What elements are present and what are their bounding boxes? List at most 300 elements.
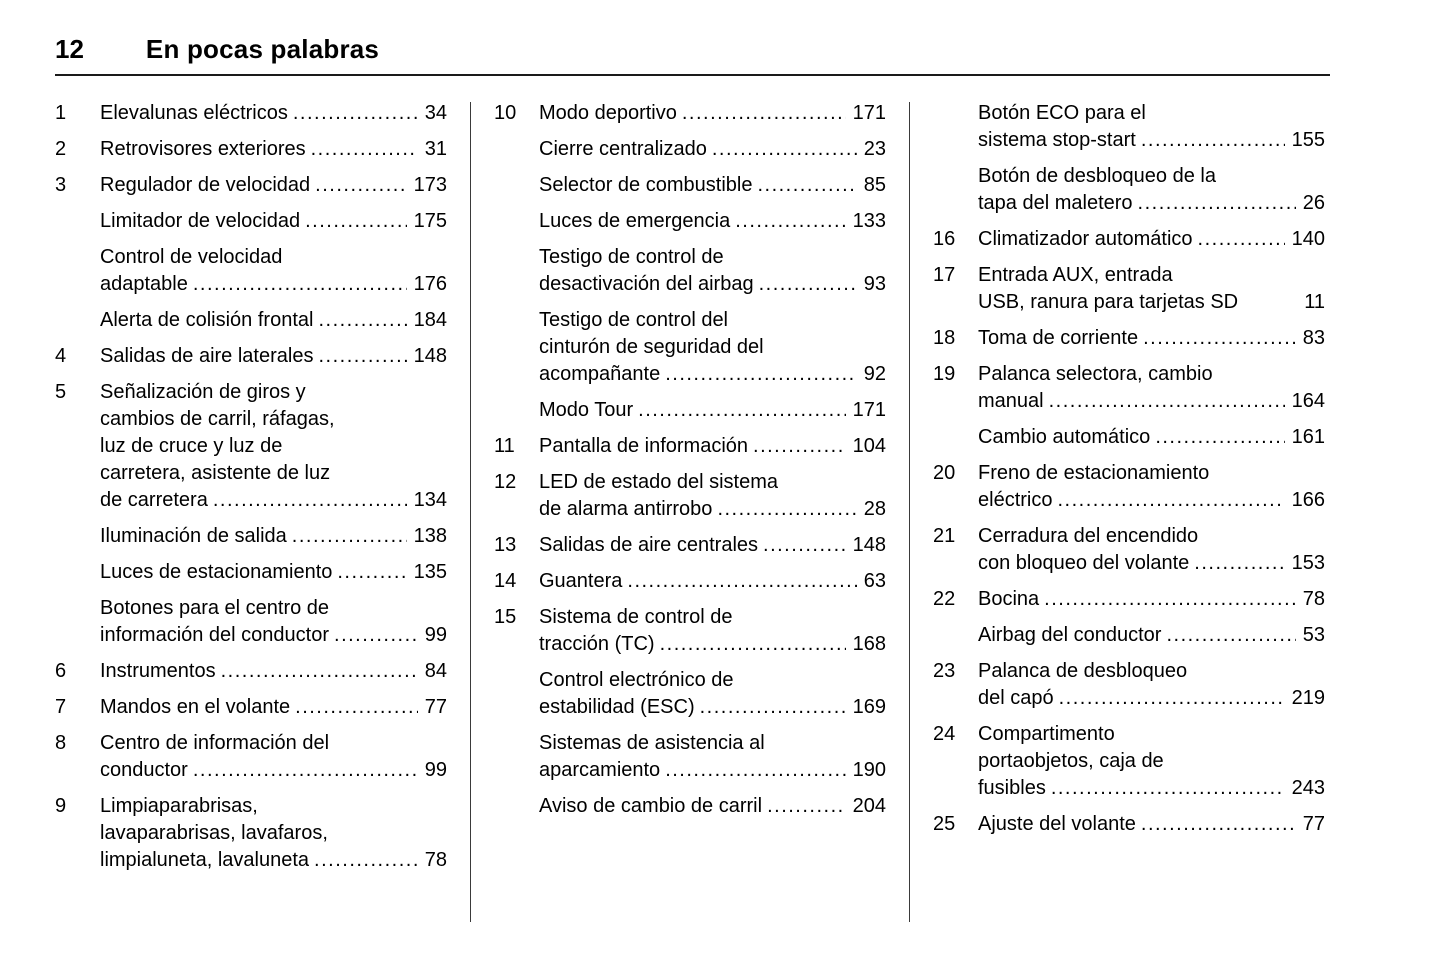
entry-body	[978, 100, 1325, 154]
entry-number: 11	[494, 435, 515, 457]
dot-leader	[318, 307, 406, 334]
entry-last-line	[539, 136, 886, 163]
entry-text: USB, ranura para tarjetas SD	[978, 291, 1239, 313]
entry-last-line	[100, 487, 447, 514]
entry-text: Toma de corriente	[978, 327, 1139, 349]
entry-last-line	[100, 694, 447, 721]
entry-body	[978, 460, 1325, 514]
entry-body	[539, 568, 886, 595]
entry-last-line	[539, 172, 886, 199]
entry-number: 13	[494, 534, 517, 556]
dot-leader	[305, 208, 407, 235]
toc-entry	[55, 172, 447, 199]
entry-body	[100, 100, 447, 127]
entry-number: 2	[55, 138, 67, 160]
dot-leader	[767, 793, 846, 820]
entry-text: de alarma antirrobo	[539, 498, 713, 520]
entry-text: Bocina	[978, 588, 1040, 610]
entry-text-line: Testigo de control de	[539, 246, 724, 268]
entry-text: Salidas de aire laterales	[100, 345, 314, 367]
entry-page-number: 219	[1291, 687, 1325, 709]
entry-last-line	[100, 172, 447, 199]
dot-leader	[753, 433, 846, 460]
entry-last-line	[100, 523, 447, 550]
entry-body	[100, 595, 447, 649]
entry-last-line	[978, 424, 1325, 451]
toc-entry	[494, 307, 886, 388]
toc-entry	[55, 100, 447, 127]
entry-page-number: 99	[424, 624, 447, 646]
entry-page-number: 171	[852, 102, 886, 124]
entry-last-line	[100, 307, 447, 334]
toc-column	[933, 100, 1325, 932]
entry-body	[100, 658, 447, 685]
toc-entry	[933, 523, 1325, 577]
dot-leader	[1044, 586, 1296, 613]
entry-number: 1	[55, 102, 67, 124]
entry-number	[494, 208, 539, 235]
entry-body	[539, 208, 886, 235]
entry-page-number: 169	[852, 696, 886, 718]
toc-entry	[494, 604, 886, 658]
toc-entry	[494, 433, 886, 460]
entry-page-number: 77	[1302, 813, 1325, 835]
toc-entry	[494, 667, 886, 721]
dot-leader	[660, 631, 846, 658]
entry-text: Salidas de aire centrales	[539, 534, 759, 556]
toc-entry	[933, 424, 1325, 451]
entry-body	[539, 730, 886, 784]
entry-page-number: 11	[1304, 291, 1325, 313]
entry-body	[100, 793, 447, 874]
entry-page-number: 184	[413, 309, 447, 331]
entry-body	[100, 208, 447, 235]
entry-text-line: Testigo de control del	[539, 309, 729, 331]
entry-last-line	[539, 271, 886, 298]
entry-last-line	[100, 622, 447, 649]
entry-number: 5	[55, 381, 67, 403]
entry-text: limpialuneta, lavaluneta	[100, 849, 310, 871]
toc-entry	[55, 208, 447, 235]
entry-text-line: Control electrónico de	[539, 669, 734, 691]
entry-number: 23	[933, 660, 956, 682]
entry-last-line	[978, 550, 1325, 577]
entry-text-line: Centro de información del	[100, 732, 330, 754]
toc-entry	[55, 343, 447, 370]
dot-leader	[1141, 811, 1296, 838]
entry-body	[100, 523, 447, 550]
entry-number	[55, 595, 100, 649]
entry-page-number: 161	[1291, 426, 1325, 448]
entry-page-number: 168	[852, 633, 886, 655]
entry-page-number: 77	[424, 696, 447, 718]
entry-last-line	[539, 397, 886, 424]
entry-page-number: 153	[1291, 552, 1325, 574]
dot-leader	[1057, 487, 1284, 514]
dot-leader	[735, 208, 845, 235]
entry-text: del capó	[978, 687, 1054, 709]
dot-leader	[334, 622, 418, 649]
toc-entry	[55, 379, 447, 514]
toc-entry	[55, 793, 447, 874]
entry-text-line: Limpiaparabrisas,	[100, 795, 258, 817]
entry-number	[494, 397, 539, 424]
entry-text-line: Freno de estacionamiento	[978, 462, 1210, 484]
entry-page-number: 155	[1291, 129, 1325, 151]
entry-page-number: 83	[1302, 327, 1325, 349]
entry-page-number: 85	[863, 174, 886, 196]
column-divider	[470, 102, 471, 922]
entry-last-line	[539, 757, 886, 784]
entry-body	[539, 793, 886, 820]
entry-number: 17	[933, 264, 956, 286]
entry-text: Airbag del conductor	[978, 624, 1162, 646]
entry-page-number: 31	[424, 138, 447, 160]
entry-text-line: carretera, asistente de luz	[100, 462, 331, 484]
entry-text: Regulador de velocidad	[100, 174, 311, 196]
dot-leader	[717, 496, 856, 523]
dot-leader	[293, 100, 418, 127]
toc-entry	[55, 658, 447, 685]
dot-leader	[1059, 685, 1285, 712]
entry-number: 21	[933, 525, 956, 547]
dot-leader	[757, 172, 856, 199]
entry-text: Cambio automático	[978, 426, 1151, 448]
dot-leader	[1138, 190, 1296, 217]
entry-text-line: Botón ECO para el	[978, 102, 1146, 124]
entry-body	[539, 244, 886, 298]
entry-text: Climatizador automático	[978, 228, 1193, 250]
entry-number: 22	[933, 588, 956, 610]
entry-last-line	[100, 100, 447, 127]
entry-text: Iluminación de salida	[100, 525, 287, 547]
entry-page-number: 92	[863, 363, 886, 385]
entry-text: eléctrico	[978, 489, 1053, 511]
toc-entry	[933, 721, 1325, 802]
entry-text: con bloqueo del volante	[978, 552, 1190, 574]
entry-last-line	[978, 775, 1325, 802]
entry-text-line: luz de cruce y luz de	[100, 435, 283, 457]
entry-body	[539, 532, 886, 559]
entry-text: fusibles	[978, 777, 1046, 799]
entry-body	[100, 343, 447, 370]
toc-entry	[55, 307, 447, 334]
entry-body	[978, 226, 1325, 253]
entry-number: 6	[55, 660, 67, 682]
entry-text: conductor	[100, 759, 188, 781]
entry-number	[494, 244, 539, 298]
entry-text: Modo deportivo	[539, 102, 677, 124]
entry-text: Mandos en el volante	[100, 696, 291, 718]
entry-last-line	[100, 559, 447, 586]
toc-entry	[494, 100, 886, 127]
dot-leader	[1166, 622, 1295, 649]
entry-page-number: 204	[852, 795, 886, 817]
entry-text-line: Sistemas de asistencia al	[539, 732, 765, 754]
toc-entry	[933, 811, 1325, 838]
dot-leader	[311, 136, 418, 163]
entry-text: adaptable	[100, 273, 188, 295]
entry-body	[978, 586, 1325, 613]
toc-entry	[933, 361, 1325, 415]
entry-last-line	[100, 208, 447, 235]
entry-last-line	[978, 811, 1325, 838]
entry-number	[494, 793, 539, 820]
entry-text-line: Palanca de desbloqueo	[978, 660, 1188, 682]
entry-body	[100, 730, 447, 784]
entry-page-number: 53	[1302, 624, 1325, 646]
entry-page-number: 164	[1291, 390, 1325, 412]
entry-text: Guantera	[539, 570, 623, 592]
entry-last-line	[539, 568, 886, 595]
entry-last-line	[539, 793, 886, 820]
toc-column	[494, 100, 886, 932]
dot-leader	[665, 361, 857, 388]
toc-entry	[55, 136, 447, 163]
entry-last-line	[978, 586, 1325, 613]
dot-leader	[315, 172, 406, 199]
entry-text: Aviso de cambio de carril	[539, 795, 763, 817]
toc-entry	[494, 136, 886, 163]
entry-text: aparcamiento	[539, 759, 661, 781]
entry-page-number: 23	[863, 138, 886, 160]
entry-text: Retrovisores exteriores	[100, 138, 306, 160]
entry-page-number: 243	[1291, 777, 1325, 799]
dot-leader	[1049, 388, 1285, 415]
toc-entry	[494, 730, 886, 784]
entry-last-line	[100, 658, 447, 685]
entry-body	[978, 523, 1325, 577]
toc-entry	[55, 559, 447, 586]
entry-text: información del conductor	[100, 624, 330, 646]
entry-page-number: 78	[424, 849, 447, 871]
toc-entry	[933, 325, 1325, 352]
entry-last-line	[100, 757, 447, 784]
toc-entry	[494, 397, 886, 424]
entry-last-line	[978, 226, 1325, 253]
entry-page-number: 148	[852, 534, 886, 556]
toc-entry	[494, 469, 886, 523]
entry-number: 16	[933, 228, 956, 250]
dot-leader	[627, 568, 856, 595]
toc-entry	[55, 244, 447, 298]
page-title: En pocas palabras	[145, 34, 380, 64]
entry-text: Luces de estacionamiento	[100, 561, 333, 583]
entry-text: Alerta de colisión frontal	[100, 309, 314, 331]
entry-body	[100, 694, 447, 721]
entry-last-line	[978, 127, 1325, 154]
entry-text: estabilidad (ESC)	[539, 696, 695, 718]
entry-number	[55, 523, 100, 550]
entry-number	[494, 307, 539, 388]
column-divider	[909, 102, 910, 922]
entry-last-line	[539, 361, 886, 388]
entry-last-line	[100, 343, 447, 370]
entry-body	[100, 307, 447, 334]
entry-text: Ajuste del volante	[978, 813, 1136, 835]
entry-text-line: LED de estado del sistema	[539, 471, 779, 493]
entry-text-line: Botones para el centro de	[100, 597, 330, 619]
toc-entry	[933, 586, 1325, 613]
entry-number: 19	[933, 363, 956, 385]
entry-number: 8	[55, 732, 67, 754]
entry-number	[933, 424, 978, 451]
entry-number: 15	[494, 606, 517, 628]
entry-page-number: 173	[413, 174, 447, 196]
entry-text: tracción (TC)	[539, 633, 655, 655]
entry-last-line	[978, 622, 1325, 649]
entry-number	[55, 208, 100, 235]
dot-leader	[700, 694, 846, 721]
dot-leader	[295, 694, 418, 721]
entry-last-line	[539, 433, 886, 460]
entry-text-line: Entrada AUX, entrada	[978, 264, 1173, 286]
entry-last-line	[539, 631, 886, 658]
entry-last-line	[539, 208, 886, 235]
entry-text: Limitador de velocidad	[100, 210, 301, 232]
toc-entry	[933, 622, 1325, 649]
entry-number: 4	[55, 345, 67, 367]
dot-leader	[1155, 424, 1284, 451]
entry-text: Cierre centralizado	[539, 138, 707, 160]
entry-number	[933, 100, 978, 154]
entry-body	[978, 262, 1325, 316]
entry-body	[539, 397, 886, 424]
dot-leader	[682, 100, 846, 127]
toc-entry	[933, 163, 1325, 217]
entry-page-number: 104	[852, 435, 886, 457]
entry-page-number: 175	[413, 210, 447, 232]
entry-text: acompañante	[539, 363, 661, 385]
entry-number	[933, 163, 978, 217]
entry-number: 12	[494, 471, 517, 493]
entry-last-line	[539, 532, 886, 559]
entry-text-line: cambios de carril, ráfagas,	[100, 408, 335, 430]
entry-text-line: Cerradura del encendido	[978, 525, 1199, 547]
entry-number	[494, 730, 539, 784]
dot-leader	[665, 757, 845, 784]
dot-leader	[193, 757, 418, 784]
entry-body	[539, 433, 886, 460]
entry-body	[539, 469, 886, 523]
entry-page-number: 135	[413, 561, 447, 583]
entry-body	[539, 100, 886, 127]
entry-body	[100, 379, 447, 514]
toc-entry	[494, 172, 886, 199]
dot-leader	[763, 532, 846, 559]
toc-entry	[494, 208, 886, 235]
entry-body	[978, 658, 1325, 712]
entry-body	[978, 361, 1325, 415]
entry-page-number: 140	[1291, 228, 1325, 250]
entry-text: Pantalla de información	[539, 435, 749, 457]
entry-number: 25	[933, 813, 956, 835]
entry-last-line	[978, 190, 1325, 217]
dot-leader	[712, 136, 857, 163]
entry-page-number: 63	[863, 570, 886, 592]
entry-number: 7	[55, 696, 67, 718]
dot-leader	[638, 397, 845, 424]
entry-page-number: 99	[424, 759, 447, 781]
entry-last-line	[978, 487, 1325, 514]
entry-text: desactivación del airbag	[539, 273, 754, 295]
entry-page-number: 166	[1291, 489, 1325, 511]
entry-text: Instrumentos	[100, 660, 216, 682]
entry-number	[55, 244, 100, 298]
dot-leader	[1143, 325, 1296, 352]
entry-text-line: Palanca selectora, cambio	[978, 363, 1213, 385]
entry-text-line: lavaparabrisas, lavafaros,	[100, 822, 328, 844]
entry-number: 3	[55, 174, 67, 196]
toc-entry	[933, 100, 1325, 154]
entry-text-line: Botón de desbloqueo de la	[978, 165, 1216, 187]
dot-leader	[314, 847, 418, 874]
entry-number: 24	[933, 723, 956, 745]
entry-body	[978, 622, 1325, 649]
toc-entry	[494, 532, 886, 559]
entry-last-line	[539, 496, 886, 523]
entry-page-number: 148	[413, 345, 447, 367]
entry-body	[539, 667, 886, 721]
toc-entry	[55, 694, 447, 721]
entry-text: de carretera	[100, 489, 208, 511]
entry-page-number: 176	[413, 273, 447, 295]
entry-page-number: 84	[424, 660, 447, 682]
dot-leader	[1141, 127, 1285, 154]
entry-number: 14	[494, 570, 517, 592]
entry-last-line	[978, 325, 1325, 352]
entry-last-line	[978, 289, 1325, 316]
entry-last-line	[539, 694, 886, 721]
toc-entry	[933, 226, 1325, 253]
entry-page-number: 190	[852, 759, 886, 781]
entry-text-line: Sistema de control de	[539, 606, 733, 628]
entry-number	[55, 559, 100, 586]
entry-text-line: Control de velocidad	[100, 246, 283, 268]
entry-number: 9	[55, 795, 67, 817]
entry-page-number: 138	[413, 525, 447, 547]
dot-leader	[213, 487, 407, 514]
entry-page-number: 171	[852, 399, 886, 421]
entry-body	[100, 244, 447, 298]
entry-number: 18	[933, 327, 956, 349]
entry-page-number: 28	[863, 498, 886, 520]
toc-entry	[55, 730, 447, 784]
entry-body	[978, 163, 1325, 217]
toc-entry	[933, 262, 1325, 316]
dot-leader	[318, 343, 406, 370]
dot-leader	[759, 271, 857, 298]
entry-page-number: 78	[1302, 588, 1325, 610]
entry-number: 20	[933, 462, 956, 484]
entry-text-line: cinturón de seguridad del	[539, 336, 764, 358]
entry-page-number: 34	[424, 102, 447, 124]
entry-page-number: 133	[852, 210, 886, 232]
entry-body	[978, 811, 1325, 838]
entry-last-line	[100, 271, 447, 298]
entry-number: 10	[494, 102, 517, 124]
toc-entry	[494, 244, 886, 298]
entry-body	[100, 136, 447, 163]
entry-last-line	[100, 847, 447, 874]
entry-body	[978, 721, 1325, 802]
dot-leader	[292, 523, 407, 550]
toc-entry	[55, 523, 447, 550]
entry-text-line: Compartimento	[978, 723, 1115, 745]
toc-column	[55, 100, 447, 932]
dot-leader	[337, 559, 406, 586]
entry-body	[978, 424, 1325, 451]
